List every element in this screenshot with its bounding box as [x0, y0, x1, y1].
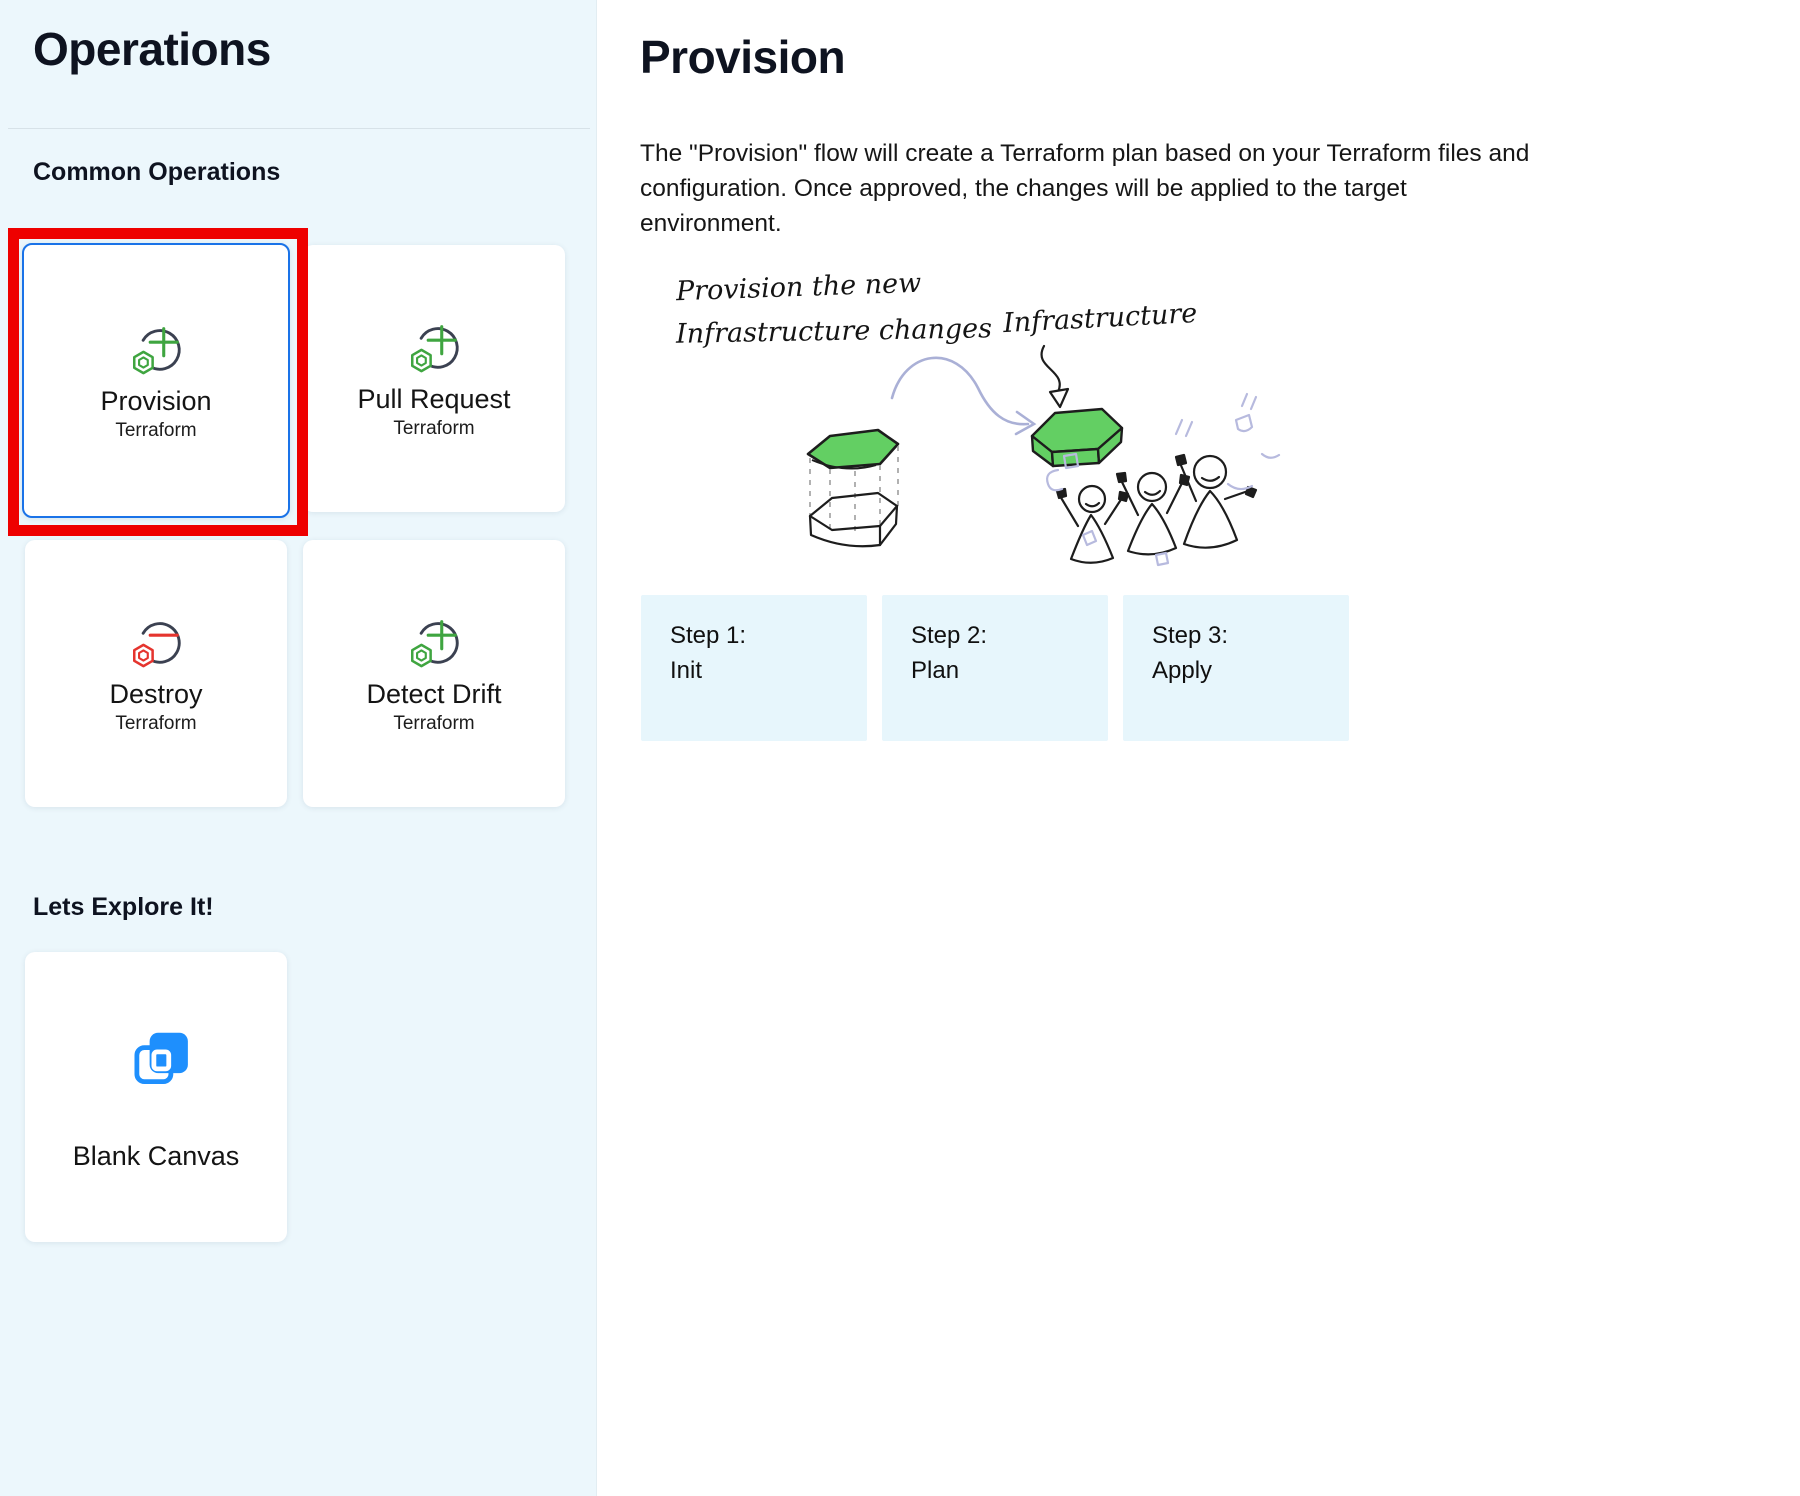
step-box-1	[641, 595, 867, 741]
card-sublabel: Terraform	[115, 712, 197, 734]
operations-sidebar	[0, 0, 597, 1496]
terraform-add-icon	[405, 317, 463, 375]
sidebar-divider	[8, 128, 590, 129]
flow-description: The "Provision" flow will create a Terraform plan based on your Terraform files and configuration. Once approved, the changes will be applied to the target environment.	[640, 140, 1530, 238]
step-name: Init	[670, 656, 703, 684]
operation-card-provision[interactable]	[22, 243, 290, 518]
lets-explore-heading: Lets Explore It!	[33, 893, 214, 921]
terraform-add-icon	[405, 612, 463, 670]
step-label: Step 2:	[911, 622, 988, 649]
step-box-2	[882, 595, 1108, 741]
operation-card-destroy[interactable]	[25, 540, 287, 807]
operation-card-detect-drift[interactable]	[303, 540, 565, 807]
card-label: Detect Drift	[366, 679, 502, 710]
blank-canvas-icon	[122, 1020, 190, 1088]
step-name: Apply	[1152, 656, 1213, 684]
card-label: Provision	[100, 386, 212, 417]
common-operations-heading: Common Operations	[33, 158, 281, 186]
terraform-remove-icon	[127, 612, 185, 670]
page-title: Provision	[640, 31, 846, 83]
step-label: Step 3:	[1152, 622, 1229, 649]
card-sublabel: Terraform	[115, 419, 197, 441]
terraform-add-icon	[127, 319, 185, 377]
illustration-caption-line1: Provision the new	[675, 267, 922, 308]
card-sublabel: Terraform	[393, 712, 475, 734]
steps-row	[641, 595, 1349, 741]
card-label: Pull Request	[357, 384, 511, 415]
step-name: Plan	[911, 656, 960, 684]
sidebar-title: Operations	[33, 23, 271, 75]
operation-card-blank-canvas[interactable]	[25, 952, 287, 1242]
step-label: Step 1:	[670, 622, 747, 649]
card-label: Blank Canvas	[72, 1141, 240, 1172]
card-label: Destroy	[109, 679, 203, 710]
illustration-caption-line2: Infrastructure changes	[675, 313, 993, 350]
operation-card-pull-request[interactable]	[303, 245, 565, 512]
card-sublabel: Terraform	[393, 417, 475, 439]
illustration-caption-right: Infrastructure	[1002, 297, 1198, 340]
step-box-3	[1123, 595, 1349, 741]
